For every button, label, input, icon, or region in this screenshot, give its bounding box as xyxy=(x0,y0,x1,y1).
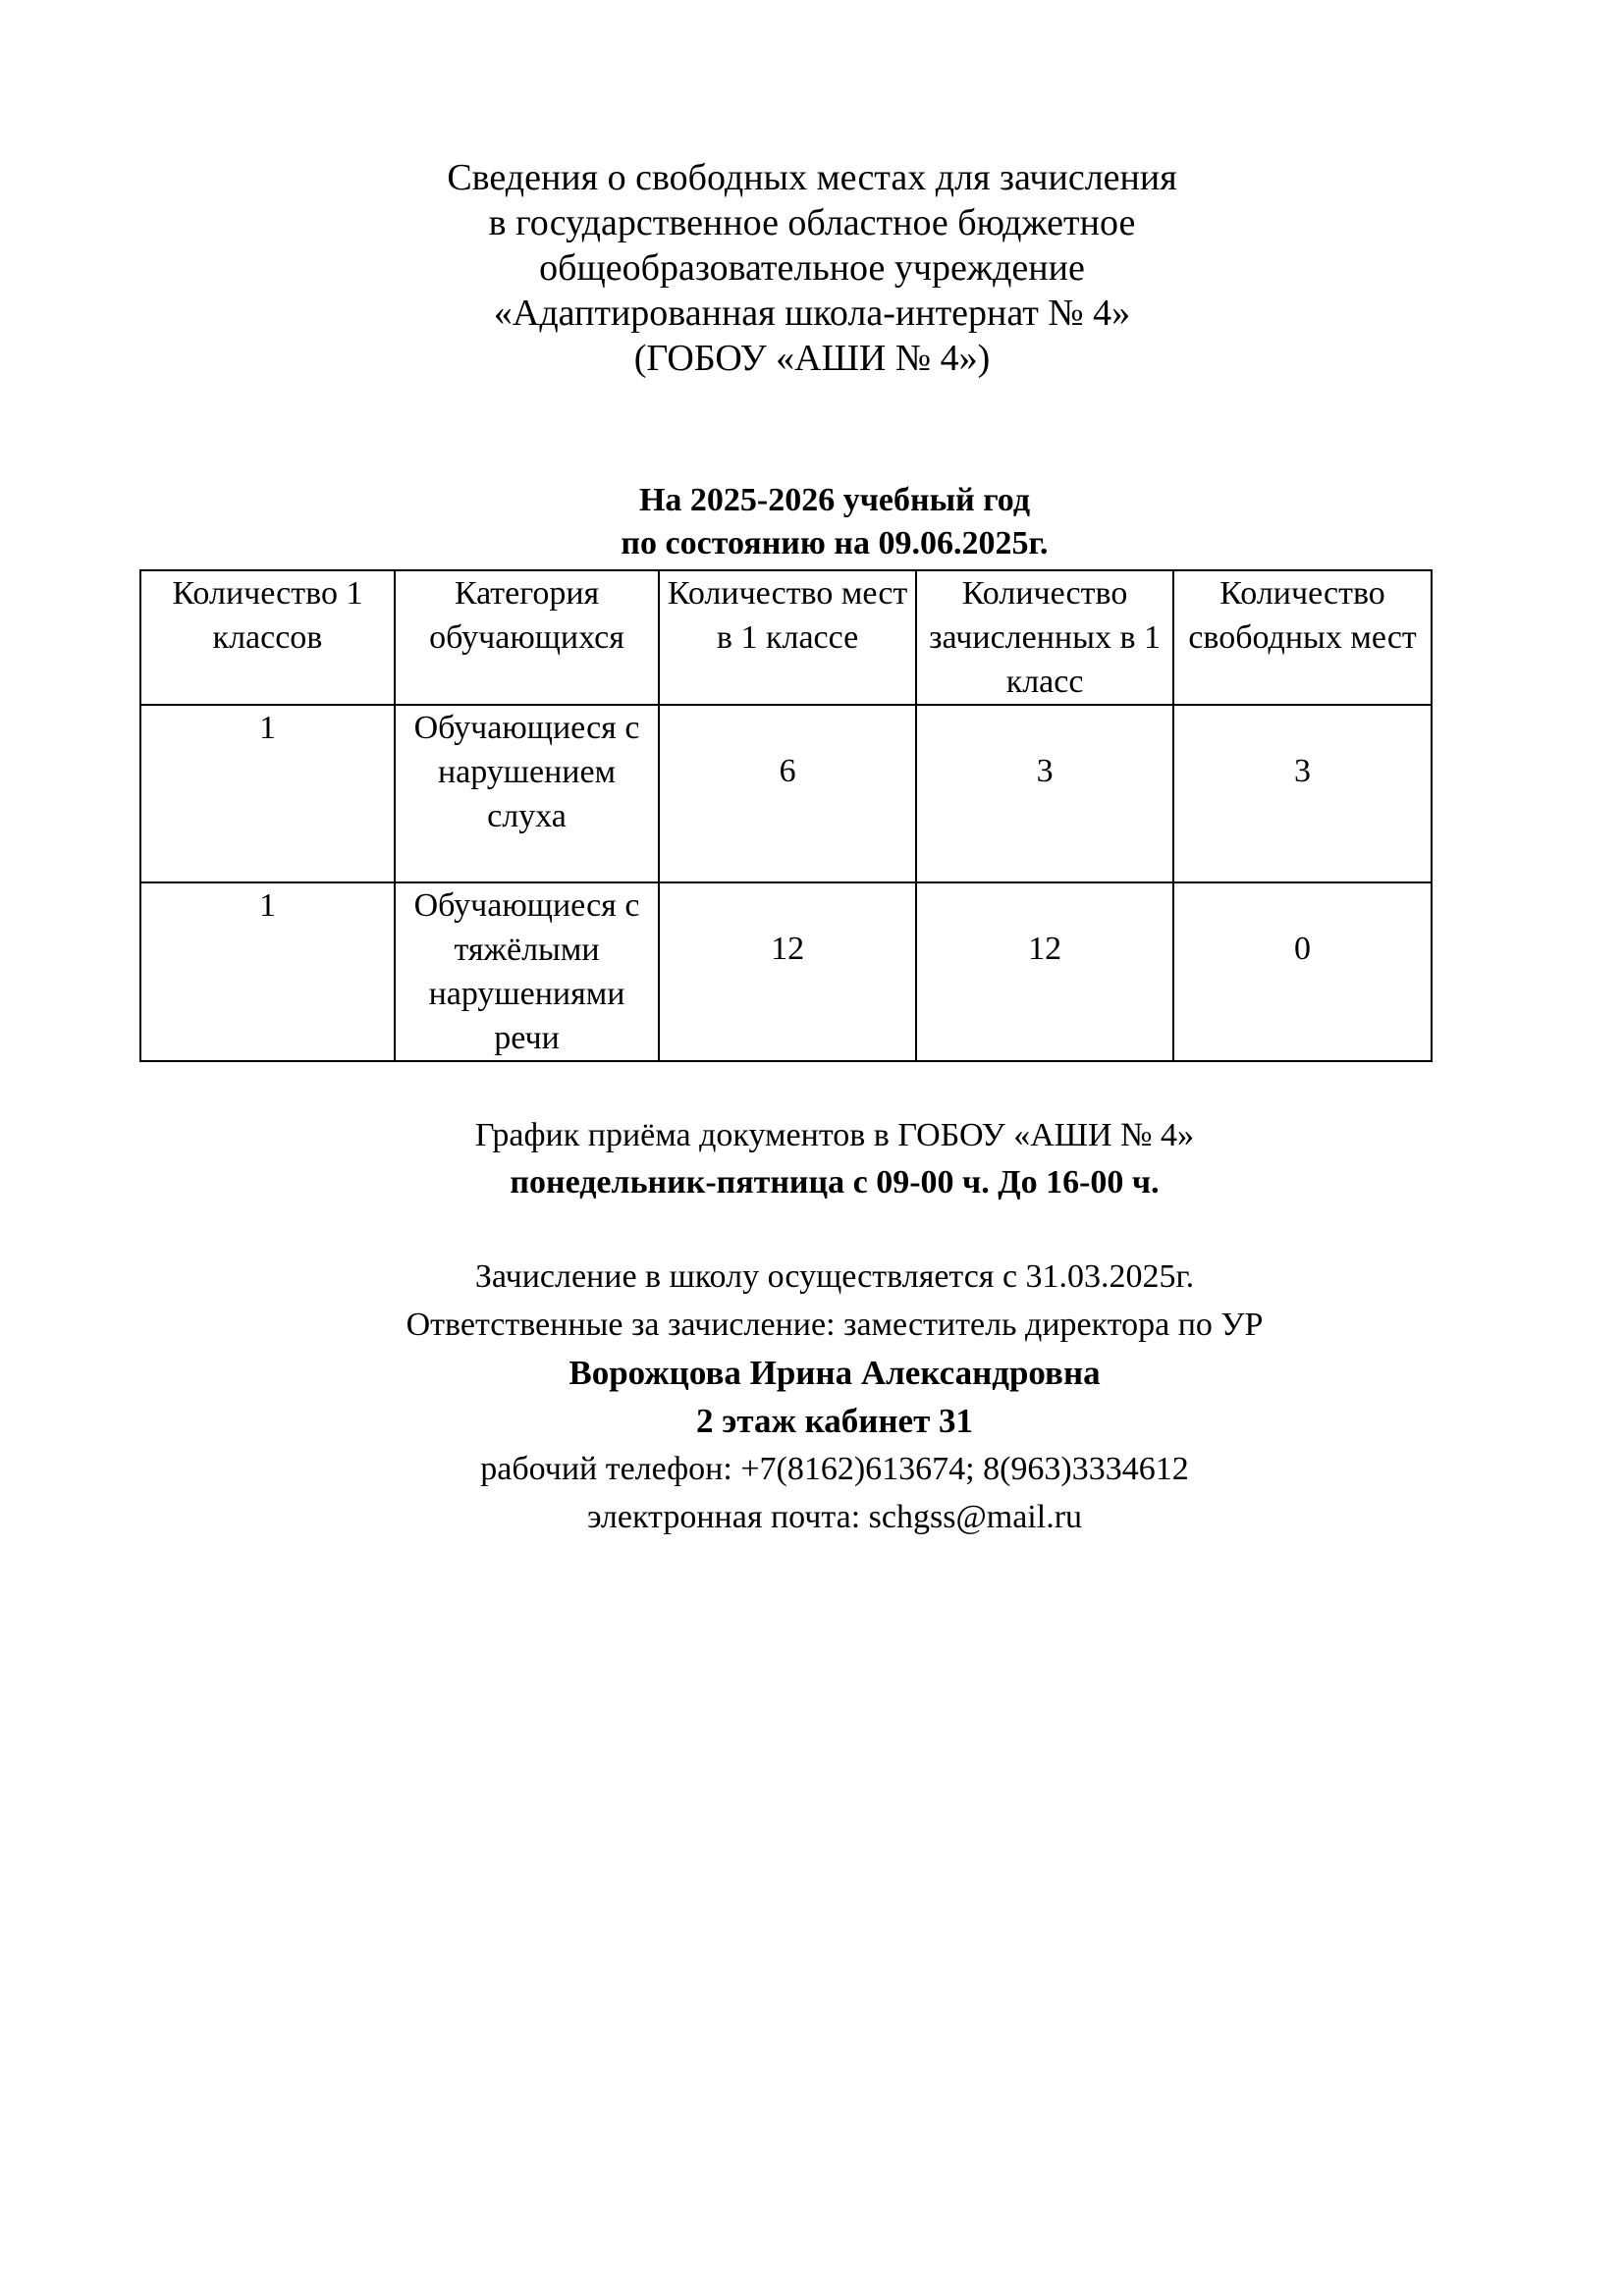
table-row xyxy=(140,882,1432,1061)
title-line: (ГОБОУ «АШИ № 4») xyxy=(633,338,991,379)
value-places: 12 xyxy=(771,931,805,967)
value-free-places: 3 xyxy=(1294,752,1312,789)
cell-places xyxy=(659,705,916,882)
responsible-person-name: Ворожцова Ирина Александровна xyxy=(568,1354,1101,1392)
cell-classes-count: 1 xyxy=(140,705,395,882)
work-phone: рабочий телефон: +7(8162)613674; 8(963)3334612 xyxy=(480,1451,1189,1487)
table-row xyxy=(140,705,1432,882)
as-of-date: по состоянию на 09.06.2025г. xyxy=(621,525,1049,561)
academic-year: На 2025-2026 учебный год xyxy=(638,482,1031,518)
title-line: общеобразовательное учреждение xyxy=(539,247,1085,289)
cell-category: Обучающиеся с тяжёлыми нарушениями речи xyxy=(395,882,659,1061)
value-places: 6 xyxy=(779,752,796,789)
title-line: в государственное областное бюджетное xyxy=(488,202,1136,243)
title-line: «Адаптированная школа-интернат № 4» xyxy=(493,293,1131,334)
document-title xyxy=(0,155,1624,381)
header-free-places: Количество свободных мест xyxy=(1173,570,1432,705)
cell-places xyxy=(659,882,916,1061)
contact-info xyxy=(0,1253,1624,1541)
table-header-row xyxy=(140,570,1432,705)
cell-classes-count: 1 xyxy=(140,882,395,1061)
free-places-table xyxy=(139,569,1433,1062)
cell-free-places xyxy=(1173,882,1432,1061)
cell-free-places xyxy=(1173,705,1432,882)
enrollment-start: Зачисление в школу осуществляется с 31.03.2025г. xyxy=(474,1258,1195,1295)
header-enrolled: Количество зачисленных в 1 класс xyxy=(916,570,1173,705)
reception-schedule xyxy=(0,1112,1624,1206)
header-places: Количество мест в 1 классе xyxy=(659,570,916,705)
value-enrolled: 12 xyxy=(1028,931,1062,967)
schedule-label: График приёма документов в ГОБОУ «АШИ № 4» xyxy=(474,1117,1195,1153)
cell-enrolled xyxy=(916,882,1173,1061)
responsible-person-role: Ответственные за зачисление: заместитель директора по УР xyxy=(406,1307,1264,1343)
document-subtitle xyxy=(0,479,1624,565)
cell-enrolled xyxy=(916,705,1173,882)
office-room: 2 этаж кабинет 31 xyxy=(695,1402,974,1440)
value-enrolled: 3 xyxy=(1036,752,1054,789)
title-line: Сведения о свободных местах для зачисления xyxy=(447,157,1177,198)
header-category: Категория обучающихся xyxy=(395,570,659,705)
cell-category: Обучающиеся с нарушением слуха xyxy=(395,705,659,882)
email-address: электронная почта: schgss@mail.ru xyxy=(586,1499,1083,1535)
value-free-places: 0 xyxy=(1294,931,1312,967)
header-classes-count: Количество 1 классов xyxy=(140,570,395,705)
schedule-hours: понедельник-пятница с 09-00 ч. До 16-00 ч. xyxy=(510,1164,1160,1201)
